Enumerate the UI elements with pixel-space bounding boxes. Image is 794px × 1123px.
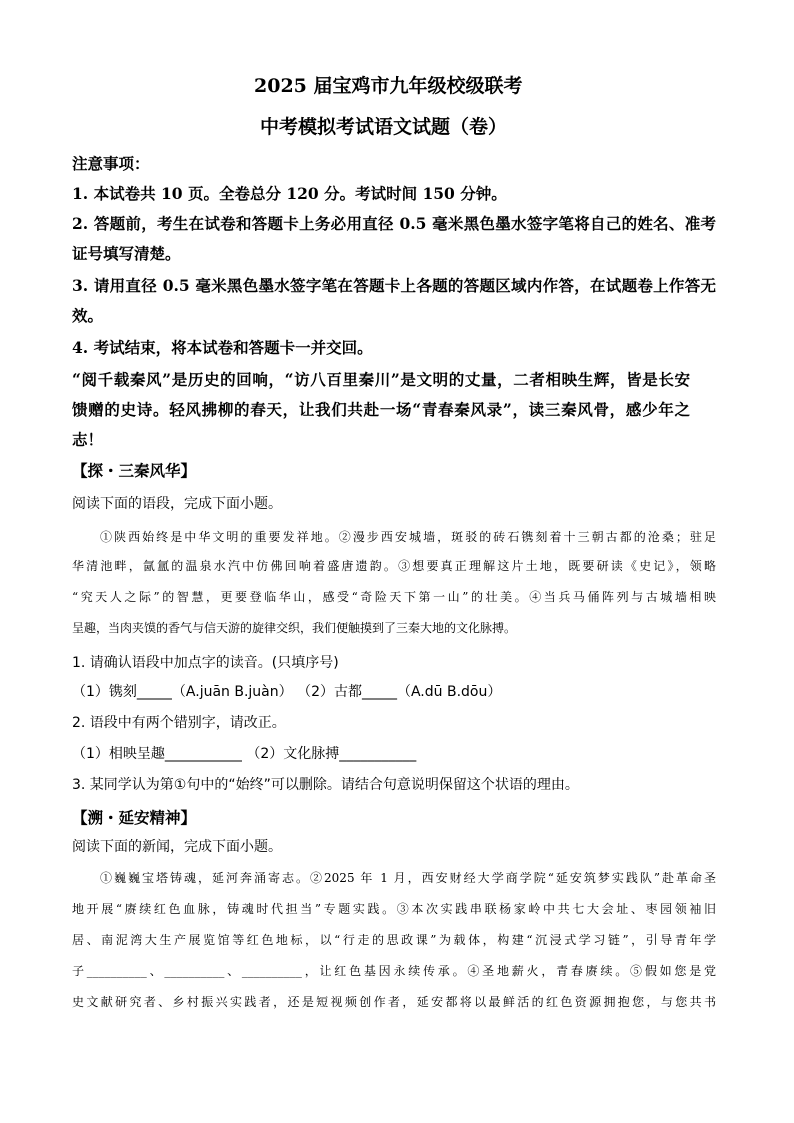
notice-heading: 注意事项： bbox=[72, 154, 150, 173]
notice-item-3-cont: 效。 bbox=[72, 306, 104, 325]
question-2: 2. 语段中有两个错别字，请改正。 bbox=[72, 715, 286, 731]
section1-heading: 【探・三秦风华】 bbox=[72, 461, 197, 480]
exam-title-line1: 2025 届宝鸡市九年级校级联考 bbox=[254, 75, 523, 97]
notice-item-4: 4. 考试结束，将本试卷和答题卡一并交回。 bbox=[72, 338, 373, 357]
passage2-line-2: 地开展“赓续红色血脉，铸魂时代担当”专题实践。③本次实践串联杨家岭中共七大会址、枣园领袖旧 bbox=[72, 902, 716, 916]
passage2-line-1: ①巍巍宝塔铸魂，延河奔涌寄志。②2025 年 1 月，西安财经大学商学院“延安筑梦实践队”赴革命圣 bbox=[100, 871, 716, 885]
passage1-line-3: “究天人之际”的智慧，更要登临华山，感受“奇险天下第一山”的壮美。④当兵马俑阵列与古城墙相映 bbox=[72, 590, 716, 604]
passage1-line-1: ①陕西始终是中华文明的重要发祥地。②漫步西安城墙，斑驳的砖石镌刻着十三朝古都的沧桑；驻足 bbox=[100, 530, 716, 544]
passage1-line-2: 华清池畔，氤氲的温泉水汽中仿佛回响着盛唐遗韵。③想要真正理解这片土地，既要研读《史记》，领略 bbox=[72, 559, 716, 573]
intro-line-2: 馈赠的史诗。轻风拂柳的春天，让我们共赴一场“青春秦风录”，读三秦风骨，感少年之 bbox=[72, 400, 690, 419]
passage2-line-3: 居、南泥湾大生产展览馆等红色地标，以“行走的思政课”为载体，构建“沉浸式学习链”，引导青年学 bbox=[72, 933, 716, 947]
notice-item-2-cont: 证号填写清楚。 bbox=[72, 244, 181, 263]
intro-line-1: “阅千载秦风”是历史的回响，“访八百里秦川”是文明的丈量，二者相映生辉，皆是长安 bbox=[72, 370, 690, 389]
passage2-line-5: 史文献研究者、乡村振兴实践者，还是短视频创作者，延安都将以最鲜活的红色资源拥抱您，与您共书 bbox=[72, 995, 716, 1009]
intro-line-3: 志！ bbox=[72, 430, 104, 449]
notice-item-3: 3. 请用直径 0.5 毫米黑色墨水签字笔在答题卡上各题的答题区域内作答，在试题卷上作答无 bbox=[72, 276, 716, 295]
section1-instruction: 阅读下面的语段，完成下面小题。 bbox=[72, 496, 282, 512]
notice-item-2: 2. 答题前，考生在试卷和答题卡上务必用直径 0.5 毫米黑色墨水签字笔将自己的姓名、准考 bbox=[72, 214, 716, 233]
passage2-line-4: 子__________、__________、__________，让红色基因永续传承。④圣地薪火，青春赓续。⑤假如您是党 bbox=[72, 964, 716, 978]
section2-heading: 【溯・延安精神】 bbox=[72, 808, 197, 827]
notice-item-1: 1. 本试卷共 10 页。全卷总分 120 分。考试时间 150 分钟。 bbox=[72, 184, 507, 203]
passage1-line-4: 呈趣，当肉夹馍的香气与信天游的旋律交织，我们便触摸到了三秦大地的文化脉搏。 bbox=[72, 621, 517, 635]
question-2-options: （1）相映呈趣___________ （2）文化脉搏___________ bbox=[72, 746, 417, 762]
section2-instruction: 阅读下面的新闻，完成下面小题。 bbox=[72, 839, 282, 855]
question-3: 3. 某同学认为第①句中的“始终”可以删除。请结合句意说明保留这个状语的理由。 bbox=[72, 777, 579, 793]
question-1: 1. 请确认语段中加点字的读音。(只填序号) bbox=[72, 655, 339, 671]
question-1-options: （1）镌刻_____（A.juān B.juàn） （2）古都_____（A.dū B.dōu） bbox=[72, 684, 502, 700]
exam-title-line2: 中考模拟考试语文试题（卷） bbox=[260, 116, 508, 138]
